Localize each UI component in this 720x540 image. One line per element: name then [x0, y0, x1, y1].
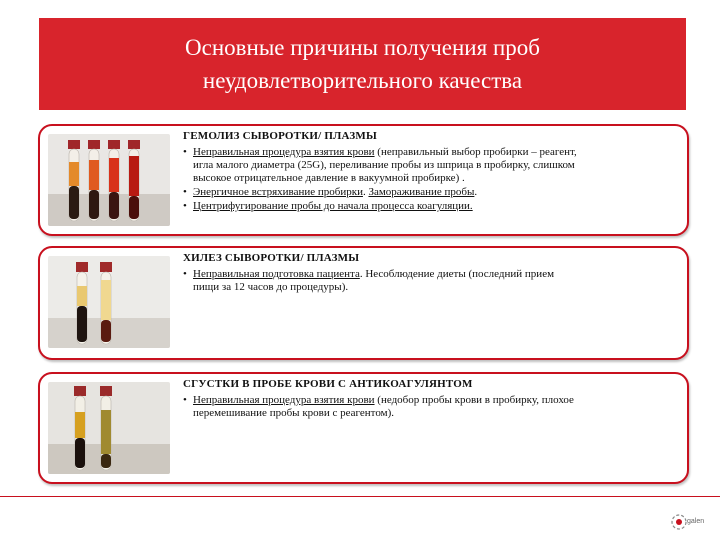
- list-item: • Энергичное встряхивание пробирки. Замораживание пробы.: [183, 186, 478, 198]
- title-line-2: неудовлетворительного качества: [202, 68, 523, 93]
- page-title: [185, 31, 540, 97]
- footer-divider: [0, 496, 720, 497]
- card-heading: ХИЛЕЗ СЫВОРОТКИ/ ПЛАЗМЫ: [183, 252, 360, 264]
- bullet-continuation: игла малого диаметра (25G), переливание пробы из шприца в пробирку, слишком: [193, 159, 575, 171]
- title-banner: [39, 18, 686, 110]
- list-item: • Неправильная процедура взятия крови (недобор пробы крови в пробирку, плохое перемешивание пробы крови с реагентом).: [183, 394, 679, 420]
- bullet-underlined: Центрифугирование пробы до начала процесса коагуляции.: [193, 200, 473, 212]
- card-heading: ГЕМОЛИЗ СЫВОРОТКИ/ ПЛАЗМЫ: [183, 130, 377, 142]
- bullet-continuation: пищи за 12 часов до процедуры).: [193, 281, 349, 293]
- card-hemolysis: [38, 124, 689, 236]
- card-heading: СГУСТКИ В ПРОБЕ КРОВИ С АНТИКОАГУЛЯНТОМ: [183, 378, 473, 390]
- blood-tubes-chylosis-image: [48, 256, 170, 348]
- title-line-1: Основные причины получения проб: [185, 35, 540, 60]
- list-item: • Центрифугирование пробы до начала процесса коагуляции.: [183, 200, 473, 212]
- bullet-text: .: [362, 186, 369, 198]
- bullet-underlined: Неправильная процедура взятия крови: [193, 146, 375, 158]
- bullet-underlined: Энергичное встряхивание пробирки: [193, 186, 363, 198]
- bullet-underlined: Неправильная процедура взятия крови: [193, 394, 375, 406]
- bullet-underlined: Замораживание пробы: [368, 186, 475, 198]
- card-chylosis-content: [183, 252, 679, 295]
- bullet-continuation: высокое отрицательное давление в вакуумной пробирке) .: [193, 172, 465, 184]
- card-hemolysis-content: [183, 130, 679, 214]
- bullet-continuation: перемешивание пробы крови с реагентом).: [193, 407, 394, 419]
- blood-tubes-hemolysis-image: [48, 134, 170, 226]
- card-clots: [38, 372, 689, 484]
- card-clots-content: [183, 378, 679, 421]
- list-item: • Неправильная процедура взятия крови (неправильный выбор пробирки – реагент, игла малого диаметра (25G), переливание пробы из шприца в пробирку, слишком высокое отрицательное давление в вакуумной пробирке) .: [183, 146, 679, 185]
- list-item: • Неправильная подготовка пациента. Несоблюдение диеты (последний прием пищи за 12 часов до процедуры).: [183, 268, 679, 294]
- bullet-text: . Несоблюдение диеты (последний прием: [359, 268, 555, 280]
- bullet-text: (неправильный выбор пробирки – реагент,: [374, 146, 577, 158]
- bullet-text: (недобор пробы крови в пробирку, плохое: [374, 394, 574, 406]
- card-chylosis: [38, 246, 689, 360]
- bullet-underlined: Неправильная подготовка пациента: [193, 268, 360, 280]
- logo-text: galen: [687, 518, 705, 525]
- bullet-text: .: [474, 186, 478, 198]
- blood-tubes-clots-image: [48, 382, 170, 474]
